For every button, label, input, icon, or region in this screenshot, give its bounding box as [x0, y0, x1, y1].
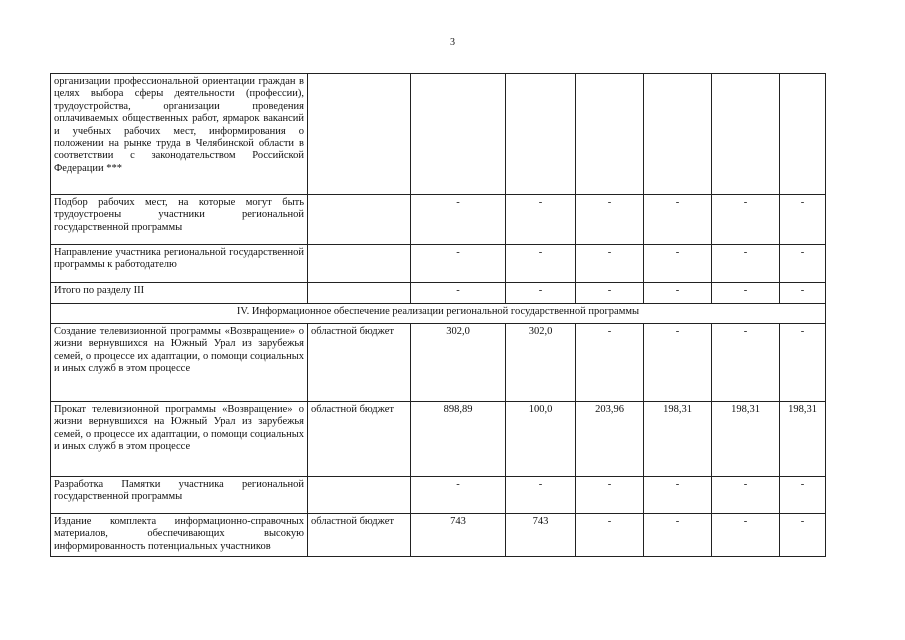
value-cell: -: [411, 283, 506, 304]
value-cell: [780, 74, 826, 195]
table-row: [51, 324, 826, 402]
value-cell: [712, 74, 780, 195]
value-cell: -: [576, 283, 644, 304]
value-cell: -: [780, 283, 826, 304]
value-cell: -: [506, 283, 576, 304]
funding-source: [308, 74, 411, 195]
row-description: Подбор рабочих мест, на которые могут быть трудоустроены участники региональной государственной программы: [51, 195, 308, 245]
funding-source: областной бюджет: [308, 402, 411, 477]
table-row: [51, 402, 826, 477]
table-row: [51, 195, 826, 245]
value-cell: -: [644, 477, 712, 514]
funding-source: областной бюджет: [308, 324, 411, 402]
section-row: [51, 304, 826, 324]
value-cell: -: [712, 324, 780, 402]
value-cell: -: [780, 477, 826, 514]
page-number: 3: [450, 37, 455, 48]
value-cell: 302,0: [506, 324, 576, 402]
funding-source: [308, 477, 411, 514]
budget-table: [50, 73, 826, 557]
value-cell: -: [780, 324, 826, 402]
value-cell: -: [780, 245, 826, 283]
value-cell: -: [644, 283, 712, 304]
value-cell: 898,89: [411, 402, 506, 477]
row-description: Разработка Памятки участника региональной государственной программы: [51, 477, 308, 514]
funding-source: [308, 195, 411, 245]
funding-source: [308, 245, 411, 283]
row-description: Прокат телевизионной программы «Возвращение» о жизни вернувшихся на Южный Урал из зарубежья семей, о процессе их адаптации, о помощи социальных и иных служб в этом процессе: [51, 402, 308, 477]
value-cell: 743: [506, 514, 576, 557]
value-cell: [644, 74, 712, 195]
value-cell: -: [506, 477, 576, 514]
value-cell: -: [780, 514, 826, 557]
value-cell: 100,0: [506, 402, 576, 477]
value-cell: -: [644, 245, 712, 283]
table-row: [51, 245, 826, 283]
value-cell: -: [712, 477, 780, 514]
value-cell: -: [411, 245, 506, 283]
value-cell: 198,31: [780, 402, 826, 477]
value-cell: -: [576, 477, 644, 514]
row-description: Создание телевизионной программы «Возвращение» о жизни вернувшихся на Южный Урал из зарубежья семей, о процессе их адаптации, о помощи социальных и иных служб в этом процессе: [51, 324, 308, 402]
value-cell: -: [576, 195, 644, 245]
value-cell: [506, 74, 576, 195]
funding-source: областной бюджет: [308, 514, 411, 557]
value-cell: -: [712, 195, 780, 245]
value-cell: [576, 74, 644, 195]
value-cell: 743: [411, 514, 506, 557]
value-cell: -: [576, 324, 644, 402]
value-cell: 198,31: [644, 402, 712, 477]
value-cell: -: [411, 195, 506, 245]
row-description: организации профессиональной ориентации граждан в целях выбора сферы деятельности (профессии), трудоустройства, организации проведения оплачиваемых общественных работ, ярмарок вакансий и учебных рабочих мест, информирования о положении на рынке труда в Челябинской области в соответствии с законодательством Российской Федерации ***: [51, 74, 308, 195]
value-cell: 203,96: [576, 402, 644, 477]
value-cell: -: [506, 195, 576, 245]
value-cell: 302,0: [411, 324, 506, 402]
value-cell: -: [780, 195, 826, 245]
row-description: Издание комплекта информационно-справочных материалов, обеспечивающих высокую информированность потенциальных участников: [51, 514, 308, 557]
section-heading: IV. Информационное обеспечение реализации региональной государственной программы: [51, 304, 826, 324]
value-cell: [411, 74, 506, 195]
value-cell: -: [712, 245, 780, 283]
table-row: [51, 477, 826, 514]
value-cell: -: [644, 195, 712, 245]
value-cell: -: [576, 514, 644, 557]
row-description: Итого по разделу III: [51, 283, 308, 304]
value-cell: -: [644, 514, 712, 557]
row-description: Направление участника региональной государственной программы к работодателю: [51, 245, 308, 283]
value-cell: -: [644, 324, 712, 402]
value-cell: -: [576, 245, 644, 283]
value-cell: -: [712, 514, 780, 557]
value-cell: -: [712, 283, 780, 304]
funding-source: [308, 283, 411, 304]
value-cell: -: [411, 477, 506, 514]
table-row: [51, 74, 826, 195]
table-row: [51, 514, 826, 557]
value-cell: -: [506, 245, 576, 283]
value-cell: 198,31: [712, 402, 780, 477]
table-row: [51, 283, 826, 304]
